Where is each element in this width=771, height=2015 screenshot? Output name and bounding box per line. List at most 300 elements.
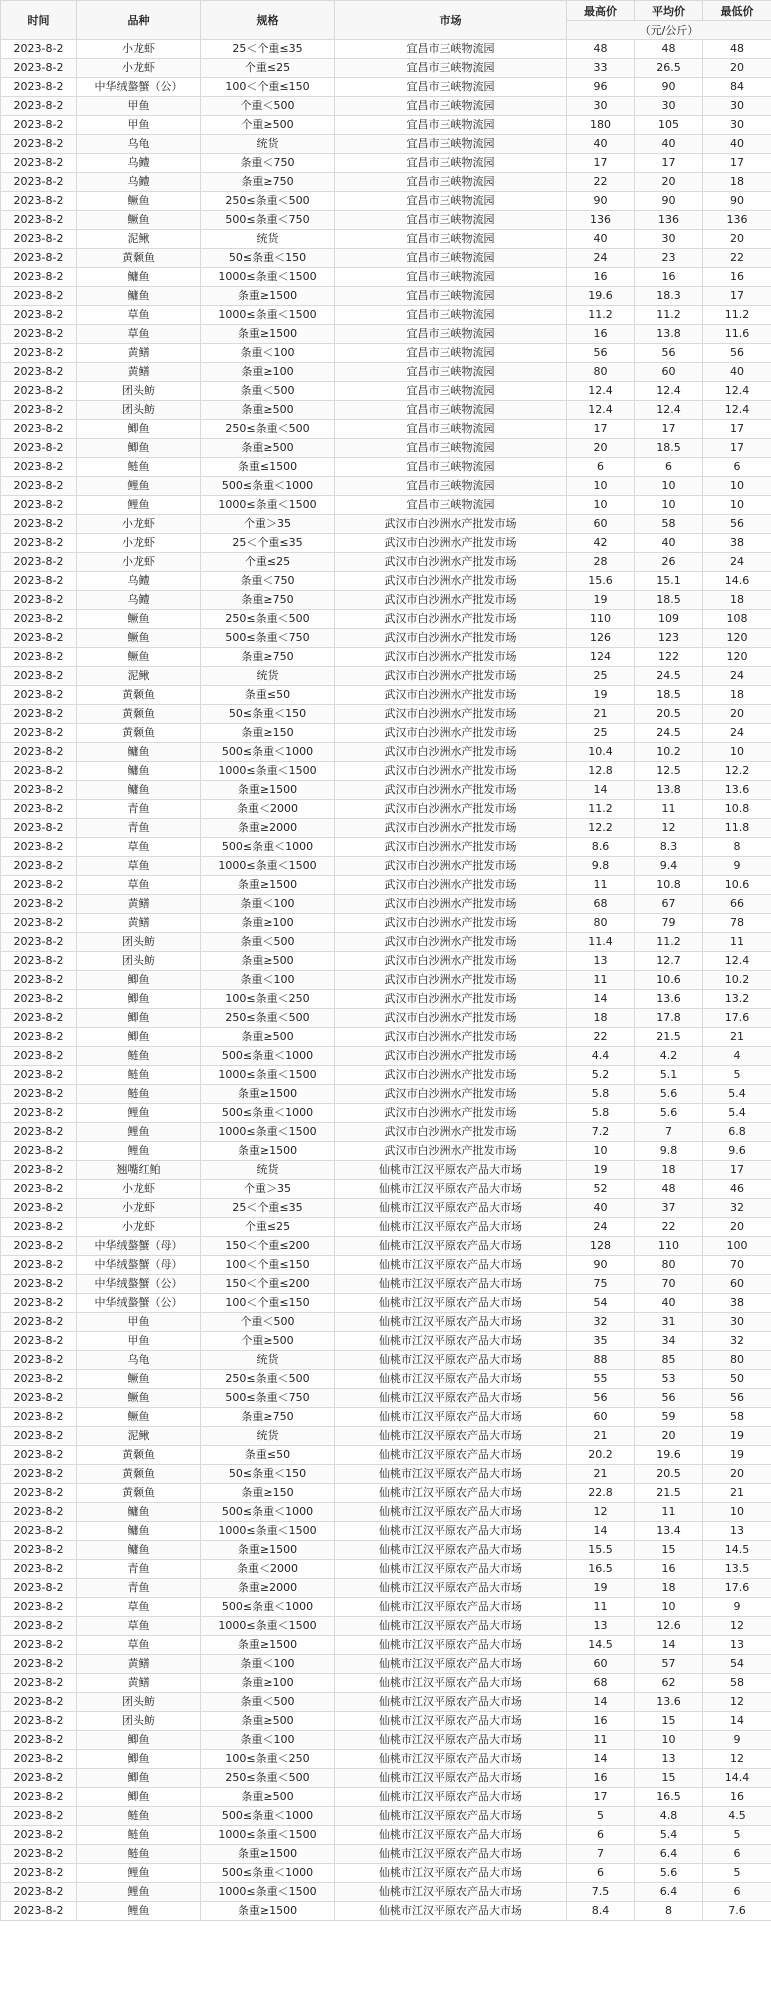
cell-avg-price: 15 (635, 1541, 703, 1560)
table-row (1, 781, 771, 800)
cell-max-price: 40 (567, 230, 635, 249)
cell-date: 2023-8-2 (1, 1579, 77, 1598)
table-row (1, 1351, 771, 1370)
header-avg-price: 平均价 (635, 1, 703, 21)
cell-spec: 条重≥500 (201, 401, 335, 420)
cell-avg-price: 136 (635, 211, 703, 230)
cell-variety: 草鱼 (77, 306, 201, 325)
header-spec: 规格 (201, 1, 335, 40)
cell-variety: 中华绒螯蟹（母） (77, 1237, 201, 1256)
cell-variety: 鲤鱼 (77, 1902, 201, 1921)
table-row (1, 306, 771, 325)
table-row (1, 1750, 771, 1769)
cell-avg-price: 37 (635, 1199, 703, 1218)
cell-variety: 鳜鱼 (77, 1389, 201, 1408)
cell-min-price: 18 (703, 173, 771, 192)
table-row (1, 268, 771, 287)
cell-min-price: 13.6 (703, 781, 771, 800)
cell-market: 武汉市白沙洲水产批发市场 (335, 591, 567, 610)
cell-avg-price: 15 (635, 1712, 703, 1731)
cell-market: 武汉市白沙洲水产批发市场 (335, 895, 567, 914)
cell-date: 2023-8-2 (1, 515, 77, 534)
cell-market: 武汉市白沙洲水产批发市场 (335, 610, 567, 629)
cell-min-price: 17 (703, 439, 771, 458)
cell-max-price: 32 (567, 1313, 635, 1332)
cell-avg-price: 26 (635, 553, 703, 572)
cell-variety: 鳜鱼 (77, 1408, 201, 1427)
cell-date: 2023-8-2 (1, 1883, 77, 1902)
cell-avg-price: 5.6 (635, 1864, 703, 1883)
cell-avg-price: 10.6 (635, 971, 703, 990)
cell-avg-price: 16 (635, 268, 703, 287)
cell-date: 2023-8-2 (1, 116, 77, 135)
cell-avg-price: 10 (635, 477, 703, 496)
cell-variety: 鳜鱼 (77, 1370, 201, 1389)
cell-avg-price: 22 (635, 1218, 703, 1237)
table-row (1, 990, 771, 1009)
cell-date: 2023-8-2 (1, 496, 77, 515)
cell-max-price: 20 (567, 439, 635, 458)
cell-max-price: 11.2 (567, 800, 635, 819)
cell-avg-price: 59 (635, 1408, 703, 1427)
cell-spec: 条重＜500 (201, 933, 335, 952)
cell-variety: 泥鳅 (77, 1427, 201, 1446)
cell-variety: 草鱼 (77, 857, 201, 876)
cell-spec: 250≤条重＜500 (201, 610, 335, 629)
table-row (1, 401, 771, 420)
cell-variety: 鲤鱼 (77, 496, 201, 515)
cell-variety: 黄颡鱼 (77, 724, 201, 743)
table-row (1, 1731, 771, 1750)
cell-max-price: 7.2 (567, 1123, 635, 1142)
cell-avg-price: 12.4 (635, 382, 703, 401)
cell-spec: 条重≤50 (201, 686, 335, 705)
cell-avg-price: 20.5 (635, 705, 703, 724)
cell-date: 2023-8-2 (1, 914, 77, 933)
header-date: 时间 (1, 1, 77, 40)
cell-spec: 条重＜100 (201, 1731, 335, 1750)
table-row (1, 496, 771, 515)
cell-avg-price: 6 (635, 458, 703, 477)
cell-market: 武汉市白沙洲水产批发市场 (335, 1123, 567, 1142)
cell-min-price: 84 (703, 78, 771, 97)
cell-variety: 乌鳢 (77, 572, 201, 591)
cell-market: 宜昌市三峡物流园 (335, 306, 567, 325)
cell-max-price: 19 (567, 686, 635, 705)
cell-date: 2023-8-2 (1, 420, 77, 439)
cell-min-price: 32 (703, 1332, 771, 1351)
cell-max-price: 60 (567, 515, 635, 534)
cell-market: 仙桃市江汉平原农产品大市场 (335, 1807, 567, 1826)
table-row (1, 1085, 771, 1104)
cell-avg-price: 13.4 (635, 1522, 703, 1541)
cell-max-price: 19 (567, 591, 635, 610)
cell-date: 2023-8-2 (1, 1484, 77, 1503)
cell-market: 宜昌市三峡物流园 (335, 287, 567, 306)
cell-date: 2023-8-2 (1, 59, 77, 78)
cell-max-price: 28 (567, 553, 635, 572)
table-row (1, 1465, 771, 1484)
cell-min-price: 56 (703, 344, 771, 363)
cell-market: 仙桃市江汉平原农产品大市场 (335, 1826, 567, 1845)
cell-date: 2023-8-2 (1, 952, 77, 971)
cell-max-price: 20.2 (567, 1446, 635, 1465)
cell-date: 2023-8-2 (1, 1560, 77, 1579)
header-unit: （元/公斤） (567, 21, 771, 40)
cell-date: 2023-8-2 (1, 667, 77, 686)
cell-market: 宜昌市三峡物流园 (335, 382, 567, 401)
cell-market: 武汉市白沙洲水产批发市场 (335, 534, 567, 553)
cell-variety: 鳙鱼 (77, 1522, 201, 1541)
cell-market: 武汉市白沙洲水产批发市场 (335, 553, 567, 572)
cell-max-price: 14.5 (567, 1636, 635, 1655)
table-row (1, 667, 771, 686)
cell-spec: 统货 (201, 1427, 335, 1446)
cell-date: 2023-8-2 (1, 591, 77, 610)
cell-max-price: 68 (567, 895, 635, 914)
cell-market: 宜昌市三峡物流园 (335, 458, 567, 477)
cell-spec: 500≤条重＜1000 (201, 1503, 335, 1522)
table-row (1, 1389, 771, 1408)
cell-spec: 条重≥2000 (201, 819, 335, 838)
cell-min-price: 9.6 (703, 1142, 771, 1161)
cell-min-price: 7.6 (703, 1902, 771, 1921)
cell-spec: 1000≤条重＜1500 (201, 306, 335, 325)
cell-min-price: 12.4 (703, 382, 771, 401)
cell-variety: 青鱼 (77, 1560, 201, 1579)
cell-spec: 条重≥750 (201, 1408, 335, 1427)
cell-date: 2023-8-2 (1, 192, 77, 211)
cell-min-price: 19 (703, 1427, 771, 1446)
cell-market: 仙桃市江汉平原农产品大市场 (335, 1902, 567, 1921)
cell-avg-price: 13 (635, 1750, 703, 1769)
cell-date: 2023-8-2 (1, 1541, 77, 1560)
cell-spec: 条重≥1500 (201, 1902, 335, 1921)
cell-market: 武汉市白沙洲水产批发市场 (335, 705, 567, 724)
cell-spec: 条重≥750 (201, 591, 335, 610)
cell-date: 2023-8-2 (1, 724, 77, 743)
cell-max-price: 13 (567, 952, 635, 971)
cell-spec: 100＜个重≤150 (201, 1294, 335, 1313)
cell-market: 武汉市白沙洲水产批发市场 (335, 1047, 567, 1066)
table-row (1, 724, 771, 743)
cell-market: 仙桃市江汉平原农产品大市场 (335, 1883, 567, 1902)
table-row (1, 382, 771, 401)
table-row (1, 1845, 771, 1864)
cell-variety: 黄鳝 (77, 914, 201, 933)
table-row (1, 1883, 771, 1902)
table-row (1, 1161, 771, 1180)
cell-market: 宜昌市三峡物流园 (335, 401, 567, 420)
cell-market: 宜昌市三峡物流园 (335, 97, 567, 116)
cell-spec: 250≤条重＜500 (201, 1009, 335, 1028)
cell-spec: 条重≥1500 (201, 325, 335, 344)
cell-variety: 鲫鱼 (77, 439, 201, 458)
table-row (1, 249, 771, 268)
cell-avg-price: 21.5 (635, 1028, 703, 1047)
cell-variety: 鳙鱼 (77, 762, 201, 781)
cell-spec: 条重＜500 (201, 382, 335, 401)
cell-avg-price: 12 (635, 819, 703, 838)
cell-min-price: 11.8 (703, 819, 771, 838)
table-body (1, 40, 771, 1921)
cell-max-price: 22 (567, 173, 635, 192)
cell-max-price: 124 (567, 648, 635, 667)
cell-spec: 条重＜100 (201, 895, 335, 914)
cell-variety: 草鱼 (77, 1636, 201, 1655)
cell-market: 武汉市白沙洲水产批发市场 (335, 990, 567, 1009)
cell-variety: 团头鲂 (77, 401, 201, 420)
cell-spec: 500≤条重＜750 (201, 629, 335, 648)
cell-variety: 甲鱼 (77, 1313, 201, 1332)
cell-max-price: 19 (567, 1161, 635, 1180)
cell-variety: 甲鱼 (77, 116, 201, 135)
cell-date: 2023-8-2 (1, 1123, 77, 1142)
cell-spec: 条重≤50 (201, 1446, 335, 1465)
table-row (1, 914, 771, 933)
cell-avg-price: 5.6 (635, 1104, 703, 1123)
table-row (1, 1294, 771, 1313)
cell-avg-price: 20 (635, 173, 703, 192)
cell-max-price: 10.4 (567, 743, 635, 762)
cell-min-price: 136 (703, 211, 771, 230)
cell-spec: 100≤条重＜250 (201, 990, 335, 1009)
table-row (1, 211, 771, 230)
table-row (1, 1427, 771, 1446)
table-row (1, 230, 771, 249)
cell-spec: 100≤条重＜250 (201, 1750, 335, 1769)
cell-avg-price: 9.4 (635, 857, 703, 876)
cell-variety: 鲢鱼 (77, 1047, 201, 1066)
cell-max-price: 56 (567, 344, 635, 363)
cell-market: 武汉市白沙洲水产批发市场 (335, 686, 567, 705)
cell-variety: 鲤鱼 (77, 477, 201, 496)
table-row (1, 838, 771, 857)
cell-avg-price: 18.5 (635, 686, 703, 705)
cell-date: 2023-8-2 (1, 1446, 77, 1465)
cell-variety: 中华绒螯蟹（公） (77, 1294, 201, 1313)
cell-variety: 甲鱼 (77, 1332, 201, 1351)
cell-spec: 条重≥1500 (201, 1541, 335, 1560)
cell-min-price: 50 (703, 1370, 771, 1389)
table-row (1, 1256, 771, 1275)
cell-variety: 鲫鱼 (77, 1731, 201, 1750)
cell-min-price: 20 (703, 1218, 771, 1237)
cell-variety: 鳜鱼 (77, 610, 201, 629)
cell-spec: 条重≥150 (201, 724, 335, 743)
cell-date: 2023-8-2 (1, 857, 77, 876)
cell-avg-price: 14 (635, 1636, 703, 1655)
cell-variety: 小龙虾 (77, 534, 201, 553)
cell-spec: 个重≤25 (201, 553, 335, 572)
cell-avg-price: 40 (635, 1294, 703, 1313)
cell-variety: 草鱼 (77, 325, 201, 344)
cell-variety: 鲫鱼 (77, 1788, 201, 1807)
cell-date: 2023-8-2 (1, 686, 77, 705)
cell-max-price: 17 (567, 420, 635, 439)
cell-avg-price: 12.7 (635, 952, 703, 971)
cell-variety: 小龙虾 (77, 515, 201, 534)
cell-avg-price: 13.8 (635, 781, 703, 800)
cell-variety: 鲢鱼 (77, 1066, 201, 1085)
cell-date: 2023-8-2 (1, 382, 77, 401)
cell-variety: 鲢鱼 (77, 1807, 201, 1826)
cell-min-price: 48 (703, 40, 771, 59)
cell-min-price: 58 (703, 1408, 771, 1427)
cell-market: 仙桃市江汉平原农产品大市场 (335, 1332, 567, 1351)
cell-date: 2023-8-2 (1, 1522, 77, 1541)
cell-min-price: 90 (703, 192, 771, 211)
cell-spec: 条重＜2000 (201, 1560, 335, 1579)
cell-spec: 1000≤条重＜1500 (201, 496, 335, 515)
table-row (1, 477, 771, 496)
cell-avg-price: 56 (635, 344, 703, 363)
cell-spec: 100＜个重≤150 (201, 1256, 335, 1275)
cell-market: 宜昌市三峡物流园 (335, 40, 567, 59)
cell-avg-price: 122 (635, 648, 703, 667)
cell-avg-price: 11.2 (635, 306, 703, 325)
cell-avg-price: 34 (635, 1332, 703, 1351)
cell-min-price: 10 (703, 743, 771, 762)
cell-date: 2023-8-2 (1, 1503, 77, 1522)
cell-date: 2023-8-2 (1, 78, 77, 97)
cell-min-price: 17.6 (703, 1009, 771, 1028)
cell-market: 武汉市白沙洲水产批发市场 (335, 971, 567, 990)
table-row (1, 344, 771, 363)
cell-variety: 鳜鱼 (77, 648, 201, 667)
cell-market: 仙桃市江汉平原农产品大市场 (335, 1484, 567, 1503)
cell-max-price: 6 (567, 458, 635, 477)
cell-max-price: 40 (567, 1199, 635, 1218)
table-row (1, 591, 771, 610)
cell-spec: 条重＜100 (201, 971, 335, 990)
cell-market: 仙桃市江汉平原农产品大市场 (335, 1256, 567, 1275)
cell-max-price: 16 (567, 1712, 635, 1731)
cell-max-price: 18 (567, 1009, 635, 1028)
cell-variety: 鲫鱼 (77, 990, 201, 1009)
cell-avg-price: 85 (635, 1351, 703, 1370)
cell-market: 仙桃市江汉平原农产品大市场 (335, 1788, 567, 1807)
cell-avg-price: 17 (635, 154, 703, 173)
cell-min-price: 9 (703, 1598, 771, 1617)
cell-spec: 个重＞35 (201, 1180, 335, 1199)
table-row (1, 1560, 771, 1579)
table-row (1, 1370, 771, 1389)
cell-max-price: 75 (567, 1275, 635, 1294)
cell-spec: 条重≥150 (201, 1484, 335, 1503)
cell-date: 2023-8-2 (1, 1199, 77, 1218)
cell-min-price: 22 (703, 249, 771, 268)
cell-min-price: 12 (703, 1617, 771, 1636)
cell-variety: 黄鳝 (77, 895, 201, 914)
cell-variety: 小龙虾 (77, 1180, 201, 1199)
cell-min-price: 46 (703, 1180, 771, 1199)
cell-avg-price: 105 (635, 116, 703, 135)
cell-date: 2023-8-2 (1, 1427, 77, 1446)
cell-avg-price: 19.6 (635, 1446, 703, 1465)
cell-market: 仙桃市江汉平原农产品大市场 (335, 1446, 567, 1465)
cell-variety: 团头鲂 (77, 1693, 201, 1712)
cell-variety: 泥鳅 (77, 230, 201, 249)
cell-min-price: 66 (703, 895, 771, 914)
cell-avg-price: 18.3 (635, 287, 703, 306)
cell-market: 仙桃市江汉平原农产品大市场 (335, 1864, 567, 1883)
cell-market: 宜昌市三峡物流园 (335, 230, 567, 249)
cell-date: 2023-8-2 (1, 344, 77, 363)
cell-date: 2023-8-2 (1, 648, 77, 667)
cell-spec: 1000≤条重＜1500 (201, 1617, 335, 1636)
cell-market: 仙桃市江汉平原农产品大市场 (335, 1503, 567, 1522)
cell-avg-price: 110 (635, 1237, 703, 1256)
cell-date: 2023-8-2 (1, 1731, 77, 1750)
cell-spec: 个重≤25 (201, 1218, 335, 1237)
cell-avg-price: 18 (635, 1579, 703, 1598)
cell-spec: 500≤条重＜1000 (201, 1047, 335, 1066)
cell-min-price: 38 (703, 534, 771, 553)
cell-min-price: 12.2 (703, 762, 771, 781)
cell-avg-price: 123 (635, 629, 703, 648)
cell-spec: 500≤条重＜1000 (201, 477, 335, 496)
cell-date: 2023-8-2 (1, 1256, 77, 1275)
cell-market: 武汉市白沙洲水产批发市场 (335, 515, 567, 534)
cell-date: 2023-8-2 (1, 1617, 77, 1636)
table-row (1, 1275, 771, 1294)
cell-min-price: 13 (703, 1636, 771, 1655)
cell-market: 宜昌市三峡物流园 (335, 325, 567, 344)
cell-min-price: 19 (703, 1446, 771, 1465)
cell-market: 仙桃市江汉平原农产品大市场 (335, 1598, 567, 1617)
table-row (1, 705, 771, 724)
table-row (1, 1864, 771, 1883)
table-row (1, 1693, 771, 1712)
cell-market: 仙桃市江汉平原农产品大市场 (335, 1750, 567, 1769)
cell-date: 2023-8-2 (1, 1180, 77, 1199)
cell-min-price: 5 (703, 1066, 771, 1085)
cell-avg-price: 57 (635, 1655, 703, 1674)
table-row (1, 1598, 771, 1617)
cell-min-price: 5 (703, 1826, 771, 1845)
cell-min-price: 80 (703, 1351, 771, 1370)
cell-date: 2023-8-2 (1, 895, 77, 914)
table-row (1, 1332, 771, 1351)
cell-avg-price: 16 (635, 1560, 703, 1579)
cell-max-price: 96 (567, 78, 635, 97)
cell-min-price: 24 (703, 724, 771, 743)
table-row (1, 1180, 771, 1199)
cell-spec: 个重≤25 (201, 59, 335, 78)
cell-max-price: 15.6 (567, 572, 635, 591)
cell-date: 2023-8-2 (1, 572, 77, 591)
cell-max-price: 16 (567, 1769, 635, 1788)
cell-max-price: 8.6 (567, 838, 635, 857)
cell-spec: 1000≤条重＜1500 (201, 762, 335, 781)
cell-spec: 150＜个重≤200 (201, 1237, 335, 1256)
table-row (1, 1408, 771, 1427)
cell-min-price: 5.4 (703, 1085, 771, 1104)
cell-spec: 1000≤条重＜1500 (201, 1522, 335, 1541)
cell-min-price: 6 (703, 1883, 771, 1902)
table-row (1, 1484, 771, 1503)
cell-avg-price: 10 (635, 1598, 703, 1617)
header-max-price: 最高价 (567, 1, 635, 21)
cell-max-price: 55 (567, 1370, 635, 1389)
cell-variety: 鳙鱼 (77, 287, 201, 306)
cell-min-price: 54 (703, 1655, 771, 1674)
cell-max-price: 14 (567, 990, 635, 1009)
cell-date: 2023-8-2 (1, 173, 77, 192)
table-row (1, 363, 771, 382)
cell-date: 2023-8-2 (1, 211, 77, 230)
